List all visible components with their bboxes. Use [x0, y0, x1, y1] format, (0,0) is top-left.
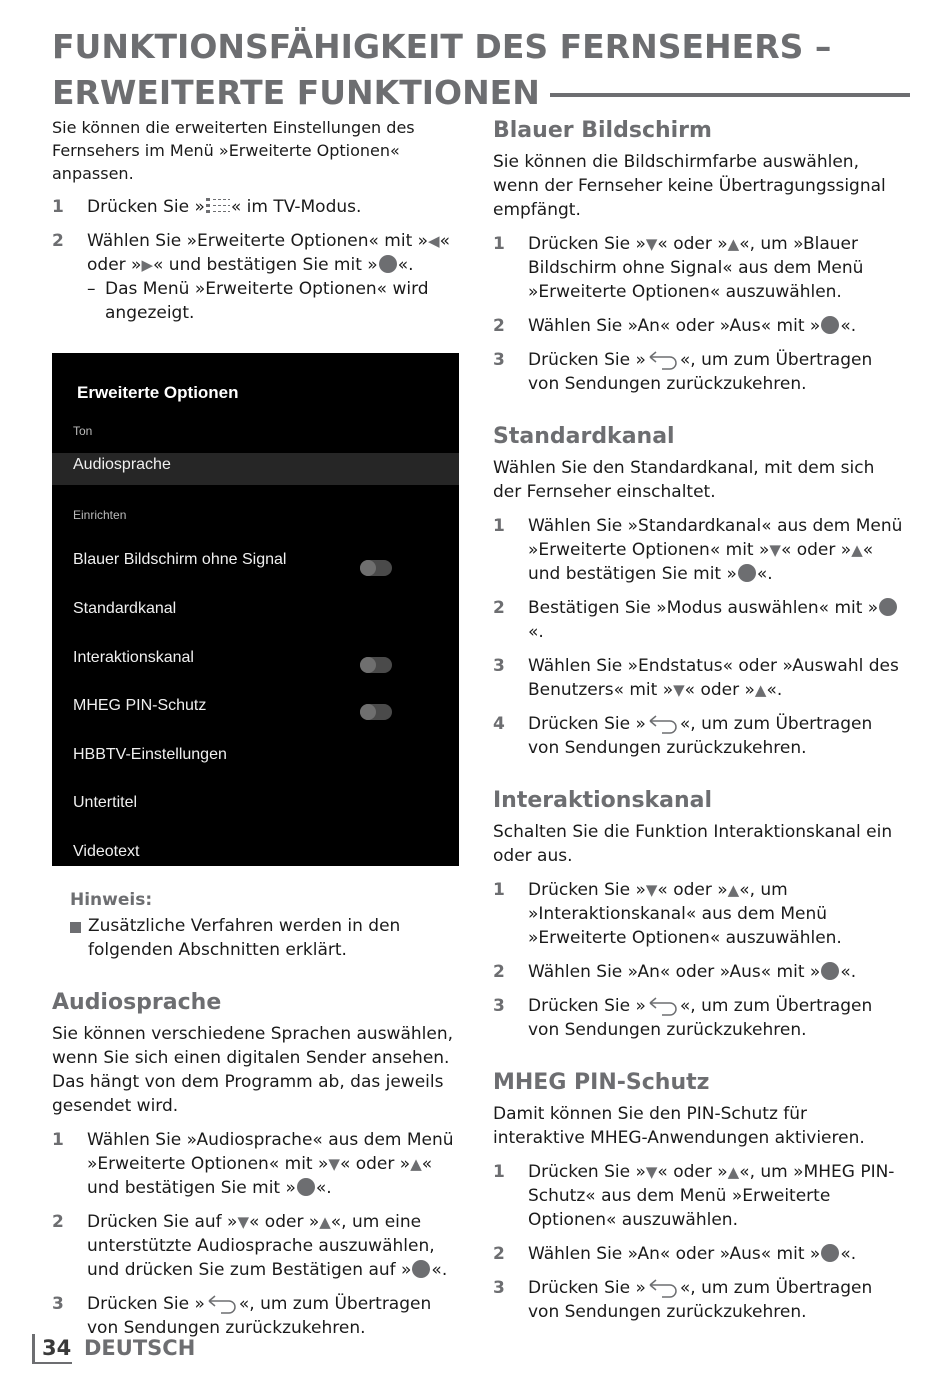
title-rule — [550, 93, 910, 97]
step-3 — [493, 348, 903, 396]
chevron-down-icon: ▼ — [328, 1155, 340, 1173]
ok-button-icon — [412, 1260, 430, 1278]
tv-menu-title: Erweiterte Optionen — [77, 383, 239, 402]
step-number: 1 — [493, 880, 505, 900]
step-text: Drücken Sie » — [528, 1162, 646, 1182]
step-text: « und bestätigen Sie mit » — [153, 255, 378, 275]
chevron-left-icon: ◀ — [428, 232, 440, 250]
step-text: « oder » — [780, 540, 852, 560]
step-text: «. — [840, 1244, 857, 1264]
step-text: Wählen Sie »An« oder »Aus« mit » — [528, 1244, 821, 1264]
step-1 — [493, 878, 903, 950]
step-2 — [493, 314, 903, 338]
tv-menu-item-subtitles[interactable]: Untertitel — [73, 794, 138, 811]
section-blue-screen — [493, 116, 903, 396]
step-number: 2 — [52, 1212, 64, 1232]
section-interaction-channel — [493, 786, 903, 1042]
tv-menu-item-audio[interactable]: Audiosprache — [73, 456, 171, 473]
step-text: « oder » — [657, 880, 728, 900]
tv-menu-item-teletext[interactable]: Videotext — [73, 843, 140, 860]
back-icon — [646, 997, 680, 1017]
left-column — [52, 116, 462, 1340]
step-number: 3 — [493, 656, 505, 676]
step-text: «. — [840, 316, 857, 336]
chevron-down-icon: ▼ — [645, 1163, 658, 1181]
tv-menu-category-setup: Einrichten — [73, 508, 127, 522]
step-sub — [87, 277, 462, 325]
tv-menu-screen — [52, 353, 459, 866]
step-text: « oder » — [657, 1162, 728, 1182]
section-intro: Wählen Sie den Standardkanal, mit dem sich der Fernseher einschaltet. — [493, 458, 875, 502]
section-heading: Interaktionskanal — [493, 788, 713, 813]
step-text: «. — [756, 564, 773, 584]
chevron-down-icon: ▼ — [673, 681, 685, 699]
step-text: Drücken Sie » — [528, 350, 646, 370]
step-text: «. — [315, 1178, 332, 1198]
ok-button-icon — [379, 255, 397, 273]
step-text: «, um »Interaktionskanal« aus dem Menü »Erweiterte Optionen« auszuwählen. — [528, 880, 842, 948]
step-number: 2 — [493, 962, 505, 982]
back-icon — [205, 1295, 239, 1315]
step-number: 1 — [52, 1130, 64, 1150]
step-number: 1 — [493, 234, 505, 254]
step-text: «, um zum Übertragen von Sendungen zurückzukehren. — [528, 1278, 873, 1322]
step-text: « und bestätigen Sie mit » — [528, 540, 874, 584]
step-text: Wählen Sie »Audiosprache« aus dem Menü »Erweiterte Optionen« mit » — [87, 1130, 454, 1174]
step-text: «, um zum Übertragen von Sendungen zurückzukehren. — [528, 714, 873, 758]
tv-menu-item-interaction-channel[interactable]: Interaktionskanal — [73, 649, 194, 666]
bullet — [70, 922, 81, 933]
step-text: « oder » — [684, 680, 755, 700]
section-intro: Schalten Sie die Funktion Interaktionskanal ein oder aus. — [493, 822, 893, 866]
step-number: 1 — [52, 197, 64, 217]
note-box — [52, 888, 462, 962]
step-3 — [493, 654, 903, 702]
step-text: Bestätigen Sie »Modus auswählen« mit » — [528, 598, 879, 618]
step-text: Wählen Sie »An« oder »Aus« mit » — [528, 316, 821, 336]
right-column — [493, 116, 903, 1324]
ok-button-icon — [297, 1178, 315, 1196]
menu-icon — [205, 196, 231, 216]
ok-button-icon — [879, 598, 897, 616]
step-text: Drücken Sie » — [528, 996, 646, 1016]
step-text: «, um »Blauer Bildschirm ohne Signal« aus dem Menü »Erweiterte Optionen« auszuwählen. — [528, 234, 864, 302]
step-text: «, um eine unterstützte Audiosprache auszuwählen, und drücken Sie zum Bestätigen auf » — [87, 1212, 435, 1280]
step-text: Drücken Sie » — [87, 197, 205, 217]
dash: – — [87, 279, 96, 299]
chevron-up-icon: ▲ — [727, 235, 740, 253]
note-item — [70, 914, 462, 962]
section-heading: Standardkanal — [493, 424, 675, 449]
chevron-down-icon: ▼ — [645, 881, 658, 899]
chevron-up-icon: ▲ — [851, 541, 863, 559]
note-text: Zusätzliche Verfahren werden in den folgenden Abschnitten erklärt. — [88, 916, 401, 960]
step-number: 1 — [493, 1162, 505, 1182]
page-number: 34 — [42, 1336, 72, 1360]
ok-button-icon — [821, 962, 839, 980]
step-number: 2 — [52, 231, 64, 251]
section-audio — [52, 988, 462, 1340]
section-heading: Blauer Bildschirm — [493, 118, 712, 143]
page-title-line1: FUNKTIONSFÄHIGKEIT DES FERNSEHERS – — [52, 27, 832, 66]
step-4 — [493, 712, 903, 760]
step-number: 1 — [493, 516, 505, 536]
tv-menu-item-mheg[interactable]: MHEG PIN-Schutz — [73, 697, 207, 714]
step-text: Wählen Sie »Endstatus« oder »Auswahl des Benutzers« mit » — [528, 656, 899, 700]
step-1 — [493, 514, 903, 586]
section-heading: Audiosprache — [52, 990, 222, 1015]
footer-base-line — [32, 1362, 72, 1364]
footer-language: DEUTSCH — [84, 1336, 196, 1360]
ok-button-icon — [738, 564, 756, 582]
step-text: Drücken Sie » — [87, 1294, 205, 1314]
step-text: Wählen Sie »An« oder »Aus« mit » — [528, 962, 821, 982]
chevron-up-icon: ▲ — [754, 681, 767, 699]
step-text: Wählen Sie »Erweiterte Optionen« mit » — [87, 231, 429, 251]
step-2 — [493, 960, 903, 984]
step-3 — [52, 1292, 462, 1340]
mheg-toggle[interactable] — [360, 704, 392, 720]
step-text: «, um zum Übertragen von Sendungen zurückzukehren. — [87, 1294, 432, 1338]
tv-menu-item-blue-screen[interactable]: Blauer Bildschirm ohne Signal — [73, 551, 287, 568]
step-text: Wählen Sie »Standardkanal« aus dem Menü »Erweiterte Optionen« mit » — [528, 516, 903, 560]
chevron-up-icon: ▲ — [727, 881, 740, 899]
ok-button-icon — [821, 316, 839, 334]
step-text: «, um zum Übertragen von Sendungen zurückzukehren. — [528, 350, 873, 394]
step-text: « oder » — [87, 231, 450, 275]
section-intro: Damit können Sie den PIN-Schutz für interaktive MHEG-Anwendungen aktivieren. — [493, 1104, 865, 1148]
note-heading: Hinweis: — [70, 890, 153, 910]
step-text: Drücken Sie » — [528, 714, 646, 734]
interaction-channel-toggle[interactable] — [360, 657, 392, 673]
step-text: « oder » — [248, 1212, 320, 1232]
back-icon — [646, 715, 680, 735]
chevron-down-icon: ▼ — [769, 541, 781, 559]
section-default-channel — [493, 422, 903, 760]
step-1 — [52, 1128, 462, 1200]
tv-menu-item-default-channel[interactable]: Standardkanal — [73, 600, 177, 617]
blue-screen-toggle[interactable] — [360, 560, 392, 576]
step-1 — [493, 232, 903, 304]
step-2 — [52, 229, 462, 325]
chevron-right-icon: ▶ — [141, 256, 153, 274]
step-text: Drücken Sie » — [528, 880, 646, 900]
step-text: «. — [397, 255, 414, 275]
step-number: 4 — [493, 714, 505, 734]
tv-menu-item-hbbtv[interactable]: HBBTV-Einstellungen — [73, 746, 227, 763]
step-text: Drücken Sie » — [528, 1278, 646, 1298]
step-number: 3 — [493, 350, 505, 370]
footer-bar — [32, 1334, 35, 1364]
step-3 — [493, 994, 903, 1042]
step-number: 3 — [493, 996, 505, 1016]
sub-text: Das Menü »Erweiterte Optionen« wird angezeigt. — [105, 279, 429, 323]
section-intro: Sie können verschiedene Sprachen auswählen, wenn Sie sich einen digitalen Sender ansehen. Das hängt von dem Programm ab, das jeweils gesendet wird. — [52, 1024, 454, 1116]
back-icon — [646, 1279, 680, 1299]
step-text: « im TV-Modus. — [230, 197, 362, 217]
step-text: « und bestätigen Sie mit » — [87, 1154, 433, 1198]
step-text: «. — [431, 1260, 448, 1280]
step-text: «. — [840, 962, 857, 982]
section-heading: MHEG PIN-Schutz — [493, 1070, 710, 1095]
page-title — [52, 24, 912, 116]
step-text: «. — [528, 622, 544, 642]
chevron-up-icon: ▲ — [410, 1155, 422, 1173]
step-2 — [493, 596, 903, 644]
step-3 — [493, 1276, 903, 1324]
step-number: 2 — [493, 598, 505, 618]
step-2 — [52, 1210, 462, 1282]
step-text: «, um zum Übertragen von Sendungen zurückzukehren. — [528, 996, 873, 1040]
back-icon — [646, 351, 680, 371]
step-text: Drücken Sie auf » — [87, 1212, 238, 1232]
page-title-line2: ERWEITERTE FUNKTIONEN — [52, 73, 540, 112]
chevron-up-icon: ▲ — [727, 1163, 740, 1181]
chevron-up-icon: ▲ — [319, 1213, 331, 1231]
step-text: « oder » — [339, 1154, 411, 1174]
section-mheg — [493, 1068, 903, 1324]
step-number: 3 — [52, 1294, 64, 1314]
step-text: « oder » — [657, 234, 728, 254]
section-intro: Sie können die Bildschirmfarbe auswählen, wenn der Fernseher keine Übertragungssignal empfängt. — [493, 152, 886, 220]
step-1 — [493, 1160, 903, 1232]
step-number: 3 — [493, 1278, 505, 1298]
step-text: «, um »MHEG PIN-Schutz« aus dem Menü »Erweiterte Optionen« auszuwählen. — [528, 1162, 895, 1230]
intro-text: Sie können die erweiterten Einstellungen des Fernsehers im Menü »Erweiterte Optionen« anpassen. — [52, 118, 415, 183]
tv-menu-category-sound: Ton — [73, 424, 93, 438]
step-1 — [52, 195, 462, 219]
ok-button-icon — [821, 1244, 839, 1262]
step-text: «. — [766, 680, 783, 700]
step-number: 2 — [493, 1244, 505, 1264]
step-text: Drücken Sie » — [528, 234, 646, 254]
step-2 — [493, 1242, 903, 1266]
step-number: 2 — [493, 316, 505, 336]
chevron-down-icon: ▼ — [645, 235, 658, 253]
chevron-down-icon: ▼ — [237, 1213, 249, 1231]
